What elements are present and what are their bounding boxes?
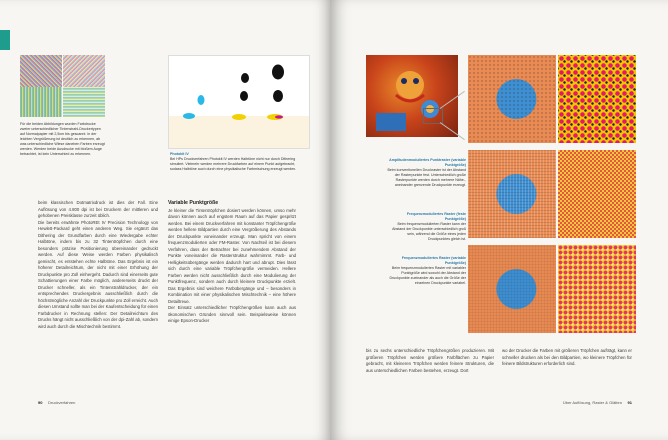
right-footer — [563, 400, 632, 405]
sample-scans-caption: Für die beiden Abbildungen wurden Farbdrucke zweier unterschiedlicher Tintenstrahl-Druckertypen auf Normalpapier mit 2,5cm bis gescannt. In der leichten Vergrößerung ist deutlich zu erkennen, ab was unterschiedliche Wiese daneben Farben erzeugt werden. Werden beide Ausdrucke mit bloßem Auge betrachtet, ist kein Unterschied zu erkennen. — [20, 122, 105, 156]
raster-panel-fm-fixed — [468, 150, 556, 238]
right-body-text-1: bis zu sechs unterschiedliche Tröpfchengrößen produzieren. Mit größeren Tröpfchen werden größere Farbflächen zu Papier gebracht, mit kleineren Tröpfchen werden feinere Strukturen, die aus unterschiedlichen Farben bestehen, erzeugt. Dort — [366, 348, 494, 373]
left-running-head: Druckverfahren — [48, 400, 76, 405]
right-page-number: 91 — [627, 400, 632, 405]
raster-zoom-fm-variable — [558, 245, 636, 333]
caption-fm-variable-text: Beim frequenzmodulierten Raster mit variabler Punktgröße wird sowohl der Abstand der Druckpunkte zueinander als auch die Größe der einzelnen Druckpunkte variabel. — [389, 266, 466, 285]
caption-fm-fixed-title: Frequenzmoduliertes Raster (feste Punktgröße) — [406, 212, 466, 221]
photoret-droplet-illustration — [168, 55, 310, 149]
left-footer — [38, 400, 75, 405]
photoret-caption-title: Photokit IV — [170, 152, 189, 156]
left-body-text-2: Je kleiner die Tintentröpfchen dosiert werden können, umso mehr davon können auch auf engstem Raum auf das Papier gespritzt werden. Bei einem Druckverfahren mit konstanter Tröpfchengröße werden hellere Bildpartien durch eine Vergrößerung des Abstands der Druckpunkte voneinander erzeugt. Man spricht von einem frequenzmodulierten oder FM-Raster. Von Nachteil ist bei diesem Verfahren, dass der Betrachter bei zunehmendem Abstand der Punkte voneinander die Rasterstruktur wahrnimmt. Farb- und Helligkeitsübergänge werden dadurch hart und abrupt. Dies lässt sich durch eine variable Tröpfchengröße vermeiden. Hellere Farben werden nicht ausschließlich durch eine Modulierung der Punktfrequenz, sondern auch durch kleinere Druckpunkte erzielt. Das Ergebnis sind weichere Farbübergänge und – besonders in Kombination mit einer physikalischen Mischtechnik – eine höhere Detailtreue. Der Einsatz unterschiedlicher Tröpfchengrößen kann auch aus ökonomischen Gründen sinnvoll sein. Beispielsweise können einige Epson-Drucker — [168, 207, 296, 323]
raster-zoom-am — [558, 55, 636, 143]
raster-zoom-fm-fixed — [558, 150, 636, 238]
left-page — [0, 0, 330, 440]
right-body-column-1 — [366, 348, 494, 374]
caption-fm-fixed-text: Beim frequenzmodulierten Raster kann der Abstand der Druckpunkte unterschiedlich groß sein, während die Größe eines jeden Druckpunktes gleich ist. — [392, 222, 466, 241]
caption-fm-variable-title: Frequenzmoduliertes Raster (variable Punktgröße) — [401, 256, 466, 265]
left-body-column-1 — [38, 200, 158, 330]
raster-panel-am — [468, 55, 556, 143]
inkjet-sample-scan-2 — [63, 55, 105, 117]
section-heading-variable-punktgroesse: Variable Punktgröße — [168, 200, 219, 206]
inkjet-sample-scan-1 — [20, 55, 62, 117]
chapter-tab — [0, 30, 10, 50]
caption-am-text: Beim konventionellen Druckraster ist der Abstand der Rasterpunkte fest. Unterschiedlich große Rasterpunkte werden durch mehrere Nähe-, aneinander grenzende Druckpunkte erzeugt. — [387, 168, 466, 187]
raster-panel-fm-variable — [468, 245, 556, 333]
photoret-caption — [170, 152, 302, 172]
right-running-head: Über Auflösung, Raster & Glätten — [562, 400, 622, 405]
left-body-column-2 — [168, 200, 296, 325]
left-body-text-1: beim klassischen Dotmatrixdruck ist dies der Fall. Eine Auflösung von 4.800 dpi ist bei Druckern der mittleren und gehobenen Preisklasse zurzeit üblich. Die bereits erwähnte PhotoREt IV Precision Technology von Hewlett-Packard geht einen anderen Weg. Sie ergänzt das Dithering der Grundfarben durch eine Wiedergabe echter Halbtöne, indem bis zu 32 Tintentröpfchen durch eine besonders präzise Positionierung übereinander gedruckt werden. Auf diese Weise werden Farben physikalisch gemischt, es entstehen echte Halbtöne. Das Ergebnis ist ein höherer Detailreichtum, der nicht mit einer Erhöhung der Druckpunkte pro Zoll einhergeht. Dadurch sind einerseits gute Schattierungen einer Farbe möglich, andererseits druckt der Drucker schneller, als ein Tintenstrahldrucker, der ein entsprechendes Druckergebnis ausschließlich durch die höchstmögliche Anzahl der Druckpunkte pro Zoll erreicht. Auch diesen Umstand sollte man bei der Kaufentscheidung für einen Farbdrucker in Rechnung stellen: Der Detailreichtum des Drucks hängt nicht ausschließlich von der dpi-Zahl ab, sondern wird auch durch die Mischtechnik bestimmt. — [38, 200, 158, 329]
caption-fm-variable — [386, 256, 466, 286]
caption-fm-fixed — [386, 212, 466, 242]
right-body-text-2: wo der Drucker die Farben mit größeren Tröpfchen aufträgt, kann er schneller drucken als bei den Bildpartien, wo kleinere Tröpfchen für feinere Bildstrukturen erforderlich sind. — [502, 348, 632, 366]
right-body-column-2 — [502, 348, 632, 368]
caption-am-raster — [386, 158, 466, 188]
right-page — [330, 0, 668, 440]
photoret-caption-text: Bei HPs Druckverfahren Photokit IV werden Halbtöne nicht nur durch Dithering simuliert. Vielmehr werden mehrere Druckfarben auf einem Punkt aufgebracht, sodass Halbtöne auch durch eine physikalische Farbmischung erzeugt werden. — [170, 157, 297, 171]
left-page-number: 90 — [38, 400, 43, 405]
caption-am-title: Amplitudenmoduliertes Punktraster (variable Punktgröße) — [389, 158, 466, 167]
